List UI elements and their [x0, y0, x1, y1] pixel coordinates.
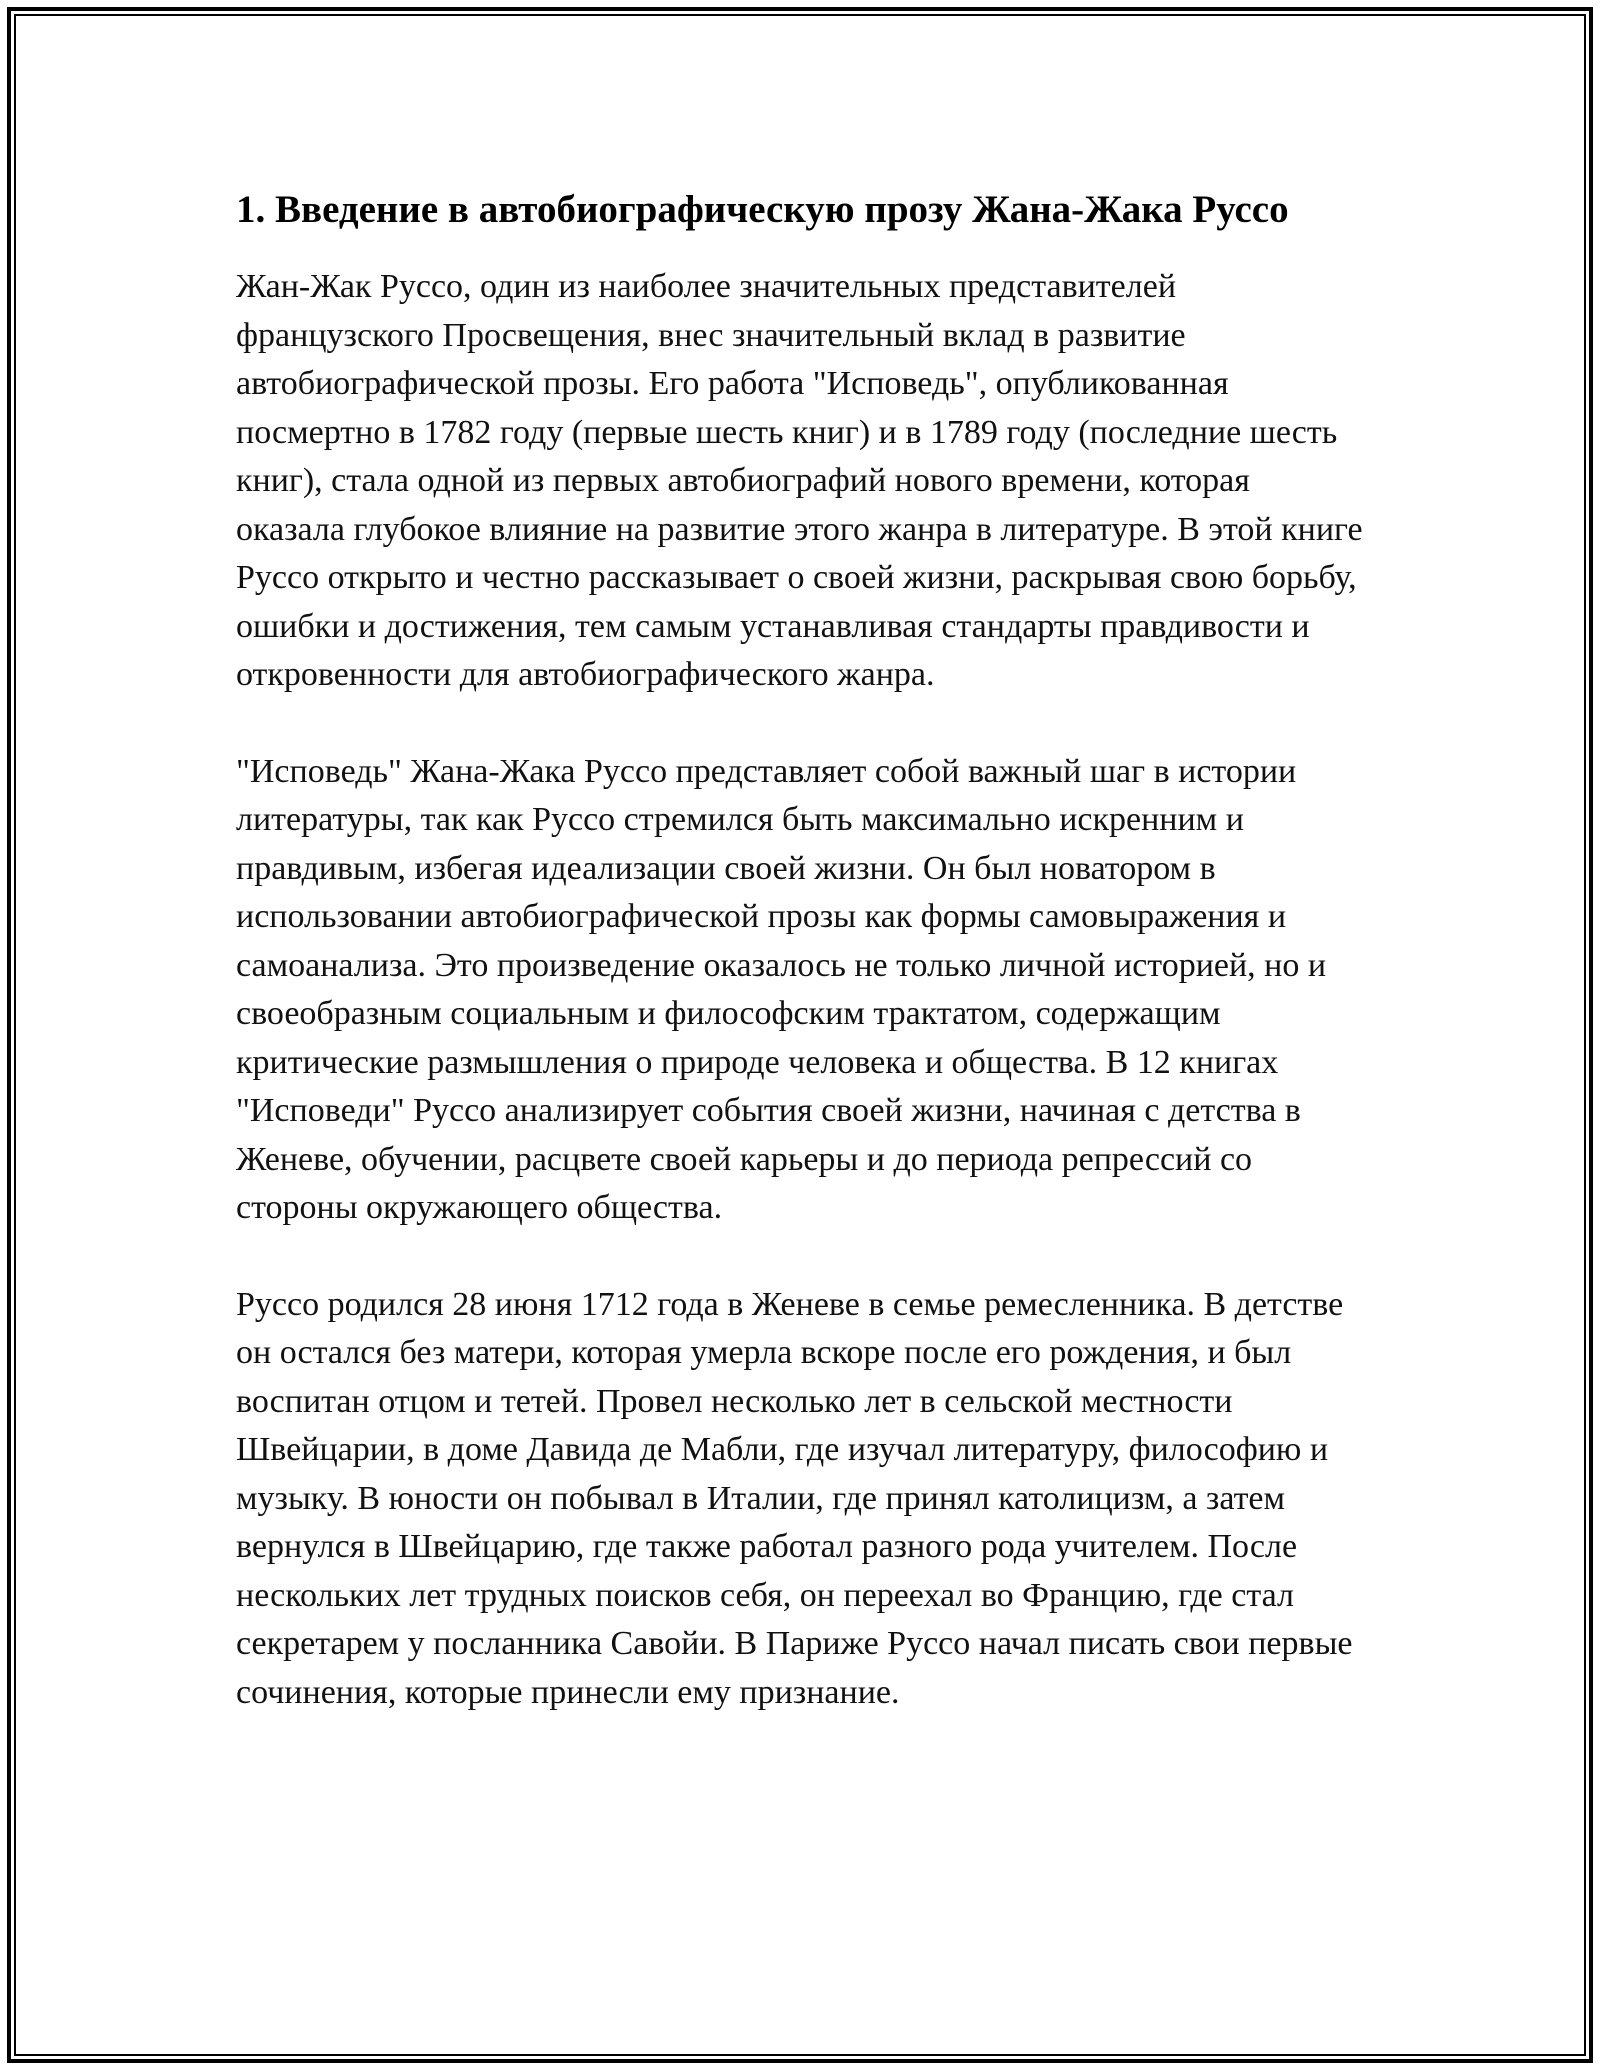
paragraph-confession: "Исповедь" Жана-Жака Руссо представляет собой важный шаг в истории литературы, так как Руссо стремился быть максимально искренним и правдивым, избегая идеализации своей жизни. Он был новатором в использовании автобиографической прозы как формы самовыражения и самоанализа. Это произведение оказалось не только личной историей, но и своеобразным социальным и философским трактатом, содержащим критические размышления о природе человека и общества. В 12 книгах "Исповеди" Руссо анализирует события своей жизни, начиная с детства в Женеве, обучении, расцвете своей карьеры и до периода репрессий со стороны окружающего общества. [236, 752, 1327, 1226]
section-heading: 1. Введение в автобиографическую прозу Жана-Жака Руссо [236, 188, 1289, 231]
paragraph-intro: Жан-Жак Руссо, один из наиболее значительных представителей французского Просвещения, внес значительный вклад в развитие автобиографической прозы. Его работа "Исповедь", опубликованная посмертно в 1782 году (первые шесть книг) и в 1789 году (последние шесть книг), стала одной из первых автобиографий нового времени, которая оказала глубокое влияние на развитие этого жанра в литературе. В этой книге Руссо открыто и честно рассказывает о своей жизни, раскрывая свою борьбу, ошибки и достижения, тем самым устанавливая стандарты правдивости и откровенности для автобиографического жанра. [236, 268, 1363, 693]
document-body [236, 182, 1366, 1765]
paragraph-biography: Руссо родился 28 июня 1712 года в Женеве в семье ремесленника. В детстве он остался без матери, которая умерла вскоре после его рождения, и был воспитан отцом и тетей. Провел несколько лет в сельской местности Швейцарии, в доме Давида де Мабли, где изучал литературу, философию и музыку. В юности он побывал в Италии, где принял католицизм, а затем вернулся в Швейцарию, где также работал разного рода учителем. После нескольких лет трудных поисков себя, он переехал во Францию, где стал секретарем у посланника Савойи. В Париже Руссо начал писать свои первые сочинения, которые принесли ему признание. [236, 1285, 1353, 1711]
